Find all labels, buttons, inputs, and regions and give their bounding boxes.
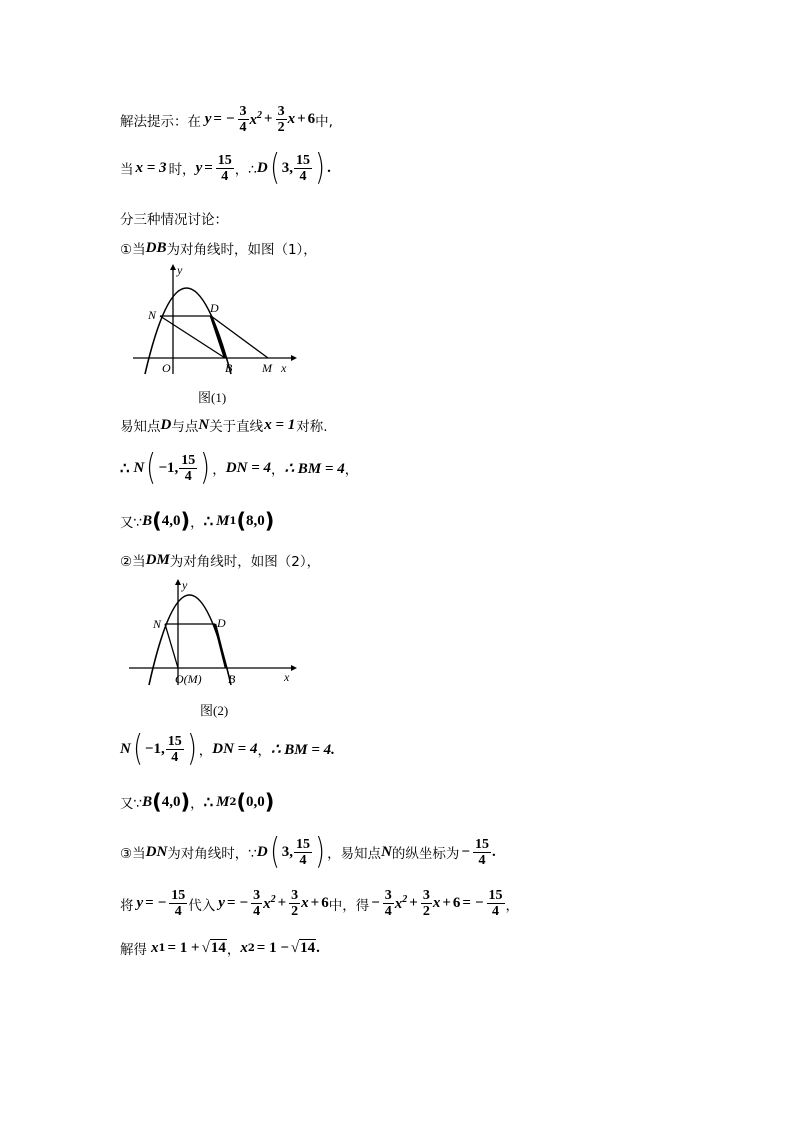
frac-15-4: $\frac{15}{4}$ [181, 452, 196, 484]
x2-term: $x^2$ [263, 894, 276, 912]
point-n: N [381, 843, 392, 860]
hint-prefix: 解法提示：在 [120, 113, 201, 130]
sym-b: 与点 [171, 419, 199, 435]
m1-coords: 8,0 [246, 512, 265, 529]
symmetry-line [120, 415, 328, 435]
point-d: D [256, 159, 268, 176]
time-text: 时， [168, 162, 196, 178]
open-paren: ( [146, 447, 157, 488]
x2-term: $x^2$ [394, 894, 408, 912]
case-1-n-line [120, 447, 359, 488]
frac-3-2: $\frac{3}{2}$ [291, 888, 299, 919]
frac-15-4: $\frac{15}{4}$ [474, 836, 489, 868]
coord-neg1: −1, [158, 459, 179, 476]
case-3-text: 为对角线时，∵ [167, 846, 257, 862]
dn-eq: DN = 4 [225, 459, 272, 476]
close-paren: ) [264, 509, 275, 533]
case-3-var: DN [145, 843, 168, 860]
point-n: N [120, 740, 131, 757]
point-m2: M [216, 793, 230, 810]
case-3-tail: 的纵坐标为 [391, 846, 460, 862]
close-paren: ) [264, 790, 275, 814]
sub-a: 将 [120, 897, 134, 914]
case-1-var: DB [145, 239, 167, 256]
close-paren: ) [180, 790, 191, 814]
point-b: B [142, 793, 153, 810]
frac-3-2: $\frac{3}{2}$ [422, 888, 430, 919]
eq-y: y [201, 111, 212, 127]
case-1-heading [120, 238, 317, 258]
case-2-var: DM [145, 551, 170, 568]
plus: + [409, 895, 418, 911]
case-3-num: ③当 [120, 846, 146, 862]
eq-sign: = [145, 895, 154, 911]
plus: + [264, 111, 273, 127]
fig1-label-n: N [148, 308, 157, 322]
y-var: y [136, 895, 144, 911]
close-paren: ) [200, 447, 211, 488]
therefore-symbol: ∴ [120, 460, 130, 477]
minus: − [461, 843, 470, 860]
frac-15-4: $\frac{15}{4}$ [296, 152, 311, 184]
x2-eq: = 1 − [256, 939, 289, 956]
b-coords: 4,0 [161, 512, 181, 529]
sqrt-14 [291, 939, 316, 957]
figure-2-caption: 图(2) [200, 703, 229, 718]
const-6: 6 [452, 895, 461, 911]
sub-c: 中，得 [328, 897, 370, 914]
point-m1: M [216, 512, 230, 529]
dn-eq: DN = 4 [212, 740, 258, 757]
x-equals-3: x = 3 [135, 159, 167, 176]
plus: + [310, 895, 320, 911]
close-paren: ) [315, 147, 325, 188]
sub-b: 代入 [188, 897, 216, 914]
radicand: 14 [210, 940, 226, 956]
sym-d: D [160, 416, 172, 433]
sub-1: 1 [158, 942, 166, 954]
sub-comma: ， [505, 897, 520, 914]
period: . [491, 843, 496, 860]
case-1-m-line [120, 511, 274, 531]
const-6: 6 [321, 895, 329, 911]
const-6: 6 [307, 111, 316, 127]
sub-2: 2 [229, 796, 237, 808]
case-2-n-line [120, 728, 335, 769]
figure-2 [125, 577, 300, 692]
case-2-heading [120, 550, 320, 570]
plus: + [277, 895, 287, 911]
fig2-label-x: x [284, 670, 290, 684]
sym-eq: x = 1 [264, 416, 296, 433]
open-paren: ( [152, 790, 162, 814]
bm-eq: ∴ BM = 4 [284, 460, 345, 477]
comma: ， [190, 796, 204, 812]
frac-3-4: $\frac{3}{4}$ [384, 888, 392, 919]
minus: − [225, 111, 235, 127]
point-d-line [120, 147, 331, 188]
solution-line [120, 938, 320, 958]
open-paren: ( [132, 728, 143, 769]
hint-line [120, 104, 333, 135]
x2-term: $x^2$ [249, 110, 263, 128]
case-3-heading [120, 831, 496, 872]
hint-suffix: 中, [315, 113, 333, 130]
fig1-label-b: B [225, 361, 233, 375]
sym-c: 关于直线 [209, 419, 264, 435]
frac-15-4: $\frac{15}{4}$ [171, 888, 186, 919]
case-2-num: ②当 [120, 554, 146, 570]
eq-sign: = [462, 895, 471, 911]
frac-15-4: $\frac{15}{4}$ [296, 836, 311, 868]
close-paren: ) [186, 728, 197, 769]
frac-3-4: $\frac{3}{4}$ [253, 888, 261, 919]
minus: − [371, 895, 380, 911]
close-paren: ) [180, 509, 191, 533]
also-text: 又∵ [120, 515, 143, 531]
period: . [316, 939, 320, 956]
cases-intro [120, 208, 228, 228]
radicand: 14 [300, 940, 316, 956]
sol-a: 解得 [120, 942, 147, 958]
m2-coords: 0,0 [246, 793, 265, 810]
comma: ， [226, 942, 241, 958]
case-2-text: 为对角线时，如图（2）， [169, 554, 321, 570]
also-text: 又∵ [120, 796, 143, 812]
fig1-label-m: M [262, 361, 272, 375]
open-paren: ( [236, 509, 247, 533]
fig2-label-d: D [217, 616, 226, 630]
figure-1 [125, 262, 300, 382]
sub-1: 1 [229, 515, 237, 527]
close-paren: ) [315, 831, 325, 872]
comma: ， [271, 462, 285, 478]
x-term: x [287, 111, 296, 127]
fig1-label-y: y [177, 263, 183, 277]
comma: ， [198, 743, 213, 759]
plus: + [297, 111, 306, 127]
point-b: B [142, 512, 153, 529]
case-1-num: ①当 [120, 242, 146, 258]
y-var: y [218, 895, 225, 911]
fig2-label-om: O(M) [175, 672, 202, 686]
comma: ， [190, 515, 204, 531]
x1-var: x [151, 939, 159, 956]
open-paren: ( [236, 790, 247, 814]
point-d: D [256, 843, 268, 860]
substitution-line [120, 888, 519, 919]
coord-3: 3, [281, 843, 294, 860]
therefore-symbol: ∴ [203, 513, 214, 530]
fig1-label-x: x [281, 361, 287, 375]
frac-15-4: $\frac{15}{4}$ [217, 152, 232, 184]
sub-2: 2 [247, 942, 255, 954]
therefore-symbol: ∴ [203, 794, 214, 811]
eq-sign: = [213, 111, 222, 127]
frac-3-2: $\frac{3}{2}$ [277, 104, 285, 135]
x-term: x [301, 895, 309, 911]
figure-1-caption: 图(1) [198, 390, 227, 405]
sym-d-text: 对称. [296, 419, 328, 435]
fig1-label-d: D [210, 301, 219, 315]
cases-intro-text: 分三种情况讨论： [120, 212, 228, 228]
fig1-label-o: O [162, 361, 171, 375]
eq-sign: = [204, 159, 213, 176]
sym-n: N [198, 416, 210, 433]
radical-sign: √ [290, 940, 300, 956]
frac-15-4: $\frac{15}{4}$ [167, 733, 182, 765]
therefore-text: ，∴ [234, 162, 257, 178]
open-paren: ( [152, 509, 162, 533]
x2-var: x [240, 939, 248, 956]
y-var: y [195, 159, 203, 176]
comma: ， [344, 462, 359, 478]
x1-eq: = 1 + [167, 939, 200, 956]
comma: ， [212, 462, 226, 478]
open-paren: ( [269, 147, 280, 188]
plus: + [442, 895, 451, 911]
x-term: x [432, 895, 441, 911]
coord-neg1: −1, [144, 740, 165, 757]
coord-3: 3, [281, 159, 294, 176]
period: . [327, 159, 331, 176]
sqrt-14 [202, 939, 227, 957]
comma: ， [257, 743, 271, 759]
frac-15-4: $\frac{15}{4}$ [488, 888, 503, 919]
bm-eq: ∴ BM = 4. [270, 741, 335, 758]
eq-sign: = [226, 895, 236, 911]
case-2-m-line [120, 792, 274, 812]
minus: − [474, 895, 484, 911]
fig2-label-y: y [182, 578, 188, 592]
frac-3-4: $\frac{3}{4}$ [239, 104, 247, 135]
open-paren: ( [269, 831, 280, 872]
sym-a: 易知点 [120, 419, 161, 435]
radical-sign: √ [201, 940, 210, 956]
point-n: N [133, 459, 145, 476]
case-3-after: ，易知点 [327, 846, 382, 862]
fig2-label-b: B [228, 672, 236, 686]
minus: − [239, 895, 249, 911]
b-coords: 4,0 [161, 793, 181, 810]
when-text: 当 [120, 162, 134, 178]
fig2-label-n: N [153, 617, 162, 631]
minus: − [157, 895, 167, 911]
case-1-text: 为对角线时，如图（1）， [166, 242, 317, 258]
